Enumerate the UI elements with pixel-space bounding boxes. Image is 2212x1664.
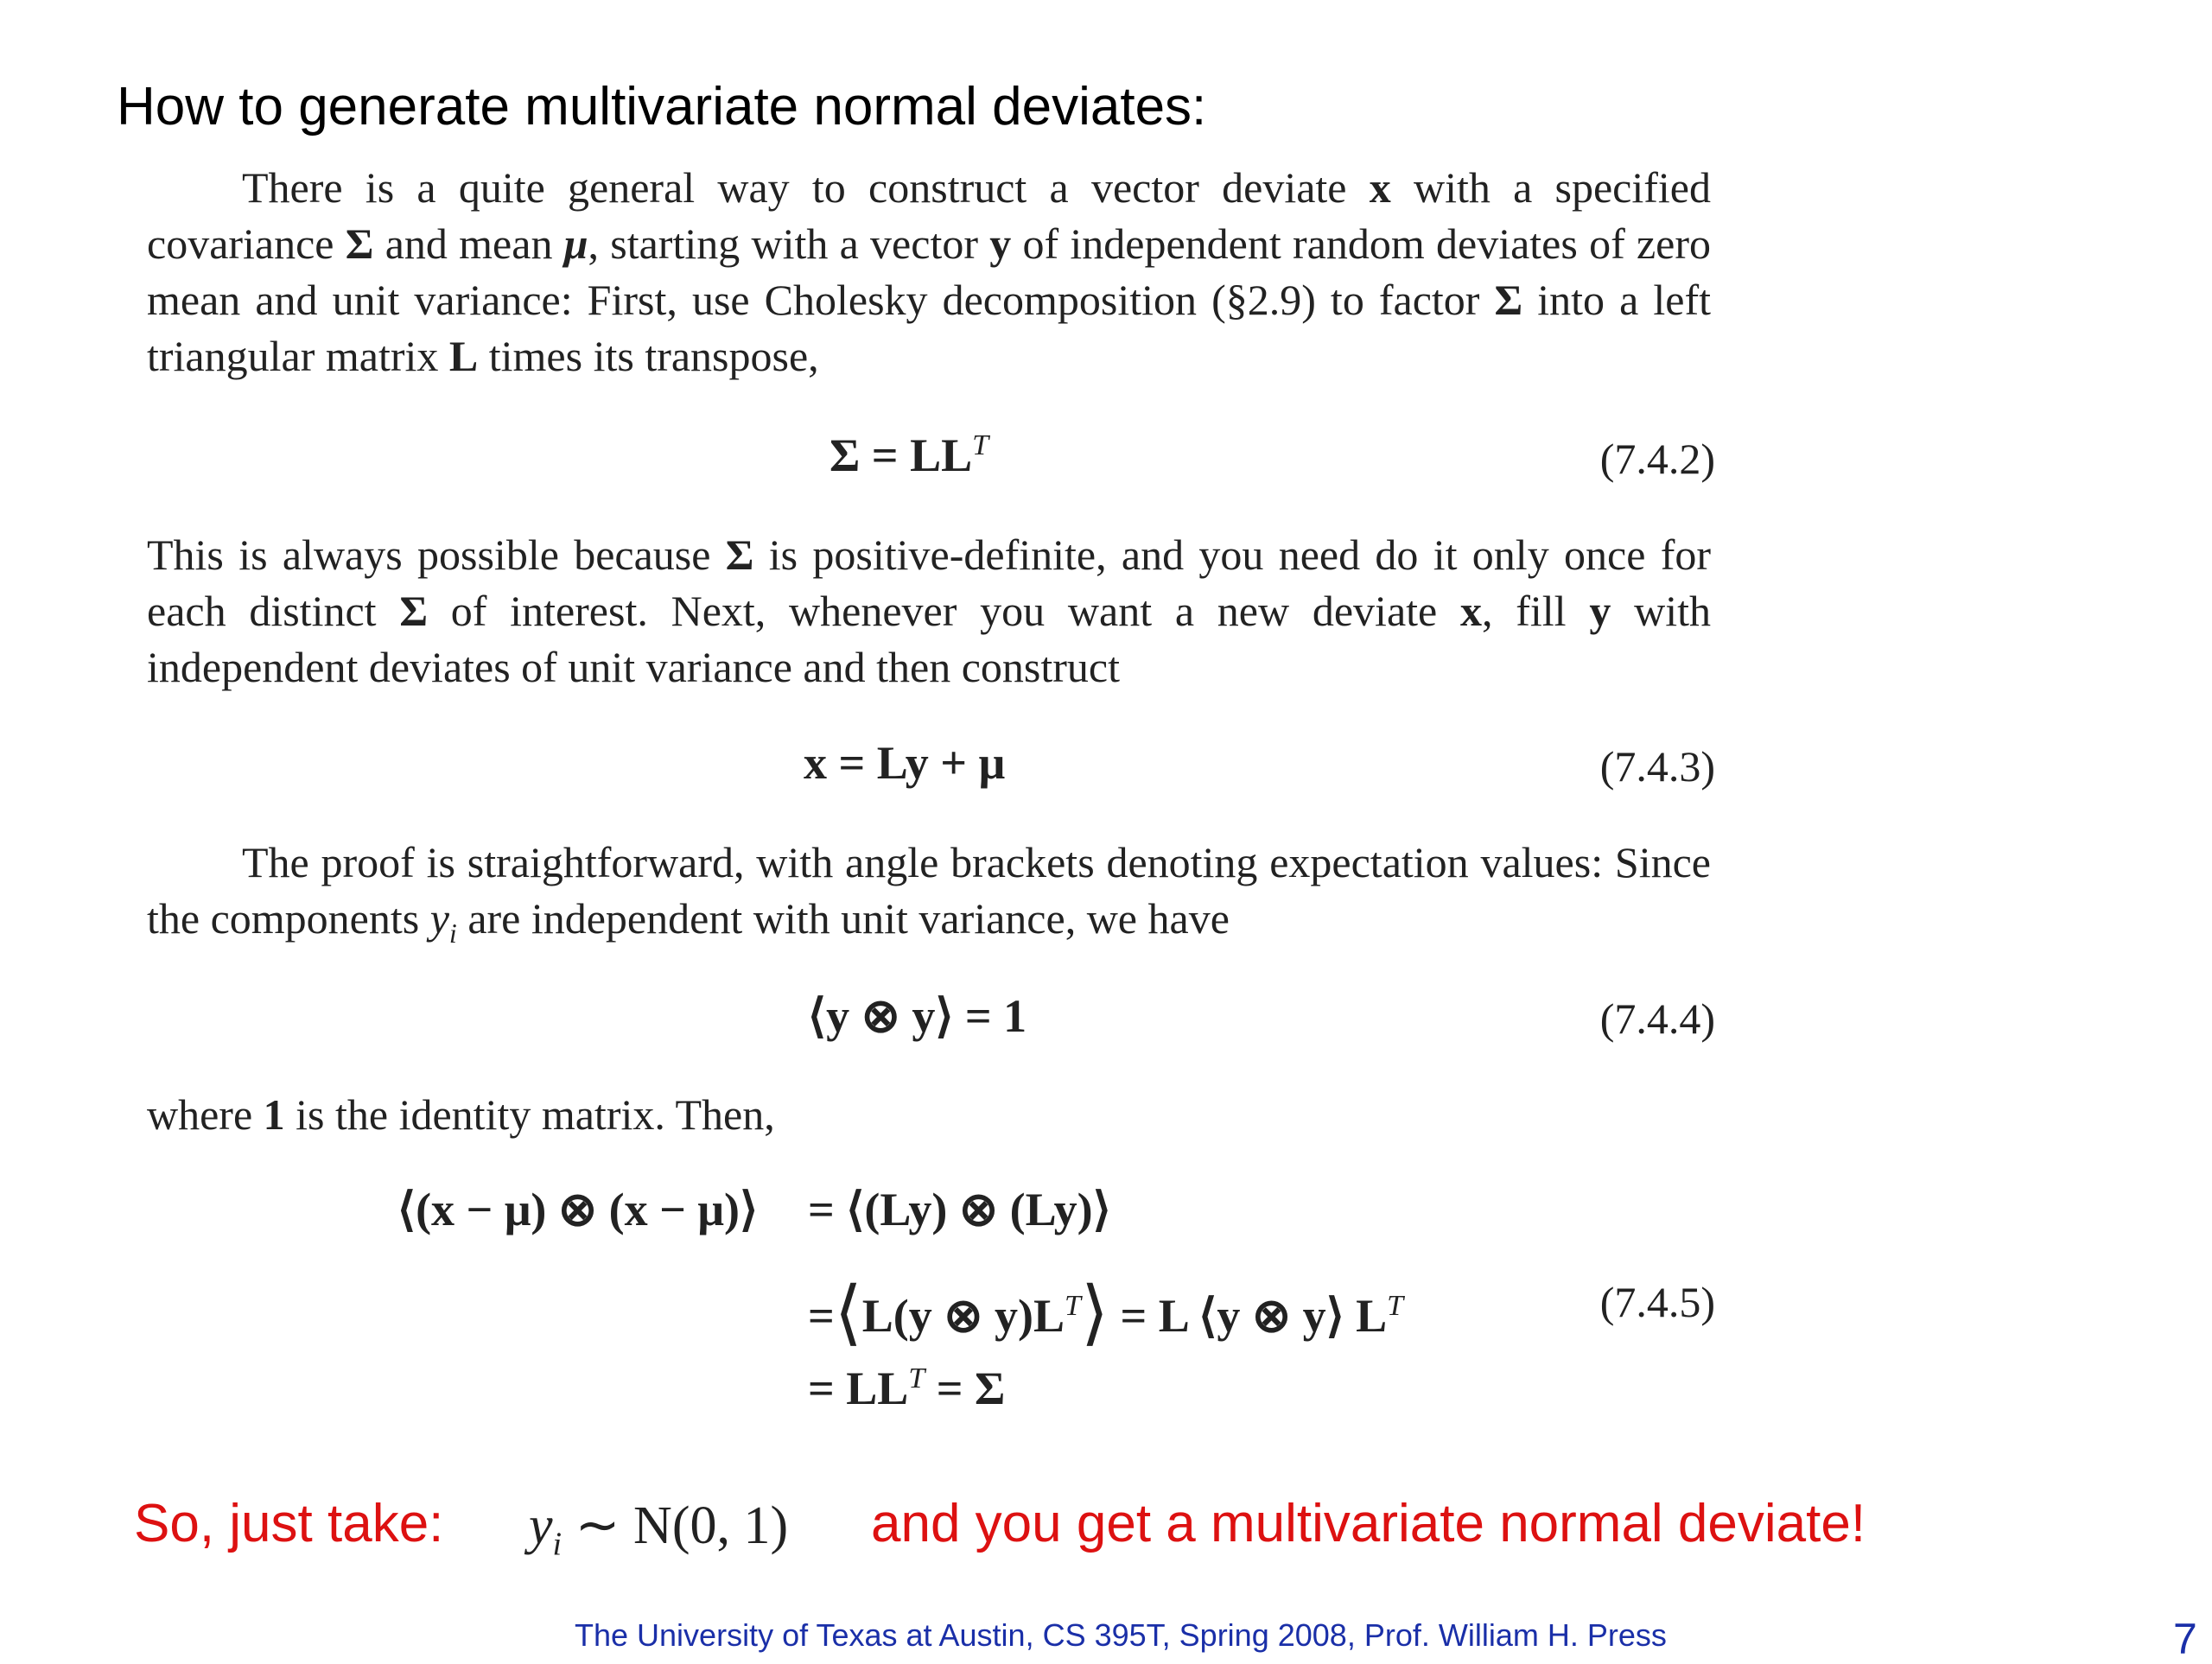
symbol-y: y <box>989 219 1012 268</box>
symbol-sigma-4: Σ <box>399 587 429 635</box>
p2-text-3: of interest. Next, whenever you want a new deviate <box>428 587 1460 635</box>
takeaway-sub: i <box>552 1526 563 1563</box>
paragraph-4 <box>147 1087 1711 1143</box>
eq745-line2-sup2: T <box>1387 1290 1404 1322</box>
symbol-sigma-3: Σ <box>725 530 754 579</box>
symbol-x-2: x <box>1459 587 1482 635</box>
p4-text-2: is the identity matrix. Then, <box>284 1090 775 1139</box>
eq745-line1-right <box>808 1182 1111 1236</box>
p2-text-2: is positive-definite, and you need do it only once for each distinct <box>147 530 1711 635</box>
p3-text-1: The proof is straightforward, with angle brackets denoting expectation values: Since the components <box>147 838 1711 943</box>
paragraph-2 <box>147 527 1711 695</box>
symbol-i-sub: i <box>448 918 457 949</box>
equation-7-4-3 <box>804 736 1005 790</box>
eq745-line3-text: = LL <box>808 1362 909 1414</box>
p1-text-3: and mean <box>373 219 564 268</box>
symbol-one: 1 <box>263 1090 285 1139</box>
eq745-big-rangle: ⟩ <box>1080 1273 1109 1352</box>
p1-text-7: times its transpose, <box>478 332 819 380</box>
p2-text-5: with independent deviates of unit variance and then construct <box>147 587 1711 691</box>
eq742-sup: T <box>972 429 989 461</box>
p1-text-6: into a left triangular matrix <box>147 276 1711 380</box>
equation-7-4-4 <box>808 988 1027 1043</box>
p1-text-1: There is a quite general way to construct a vector deviate <box>242 163 1370 212</box>
p2-text-4: , fill <box>1481 587 1590 635</box>
page-number: 7 <box>2173 1615 2197 1663</box>
symbol-y-2: y <box>1589 587 1611 635</box>
equation-label-7-4-2: (7.4.2) <box>1599 435 1715 483</box>
eq745-line3-end: = Σ <box>925 1362 1006 1414</box>
takeaway-lead: So, just take: <box>134 1494 444 1553</box>
p2-text-1: This is always possible because <box>147 530 726 579</box>
eq745-line2 <box>808 1272 1403 1354</box>
symbol-L: L <box>448 332 479 380</box>
eq745-line3 <box>808 1362 1005 1415</box>
symbol-mu: μ <box>563 219 588 268</box>
eq744-body: ⟨y ⊗ y⟩ = 1 <box>808 990 1027 1042</box>
p1-text-5: of independent random deviates of zero mean and unit variance: First, use Cholesky decomposition (§2.9) to factor <box>147 219 1711 324</box>
eq742-body: Σ = LL <box>830 429 973 481</box>
p4-text-1: where <box>147 1090 264 1139</box>
symbol-sigma: Σ <box>345 219 374 268</box>
eq745-line3-sup: T <box>908 1362 925 1394</box>
eq745-big-langle: ⟨ <box>834 1273 862 1352</box>
slide-title: How to generate multivariate normal deviates: <box>117 77 1207 137</box>
slide-footer: The University of Texas at Austin, CS 395T, Spring 2008, Prof. William H. Press <box>575 1617 1667 1653</box>
equation-label-7-4-5: (7.4.5) <box>1599 1278 1715 1326</box>
takeaway-tail: and you get a multivariate normal deviate! <box>871 1494 1866 1553</box>
eq745-line2-eq: = <box>808 1290 835 1342</box>
paragraph-3 <box>147 835 1711 962</box>
eq745-line1-left <box>397 1182 758 1236</box>
eq745-line2-sup1: T <box>1065 1290 1081 1322</box>
symbol-sigma-2: Σ <box>1494 276 1523 324</box>
takeaway-formula <box>529 1493 788 1563</box>
symbol-y-base: y <box>429 894 449 943</box>
takeaway-var: y <box>529 1496 553 1555</box>
paragraph-1 <box>147 160 1711 384</box>
eq745-line2-a: L(y ⊗ y)L <box>861 1290 1065 1342</box>
eq745-line1-left-text: ⟨(x − μ) ⊗ (x − μ)⟩ <box>397 1184 759 1235</box>
p3-text-2: are independent with unit variance, we have <box>456 894 1230 943</box>
eq743-body: x = Ly + μ <box>804 737 1006 789</box>
equation-7-4-2 <box>830 429 988 482</box>
p1-text-4: , starting with a vector <box>588 219 990 268</box>
symbol-x: x <box>1369 163 1391 212</box>
takeaway-dist: ∼ N(0, 1) <box>562 1496 789 1555</box>
p1-text-2: with a specified covariance <box>147 163 1711 268</box>
eq745-line1-right-text: = ⟨(Ly) ⊗ (Ly)⟩ <box>808 1184 1111 1235</box>
equation-label-7-4-4: (7.4.4) <box>1599 994 1715 1043</box>
equation-label-7-4-3: (7.4.3) <box>1599 742 1715 791</box>
eq745-line2-b: = L ⟨y ⊗ y⟩ L <box>1108 1290 1388 1342</box>
